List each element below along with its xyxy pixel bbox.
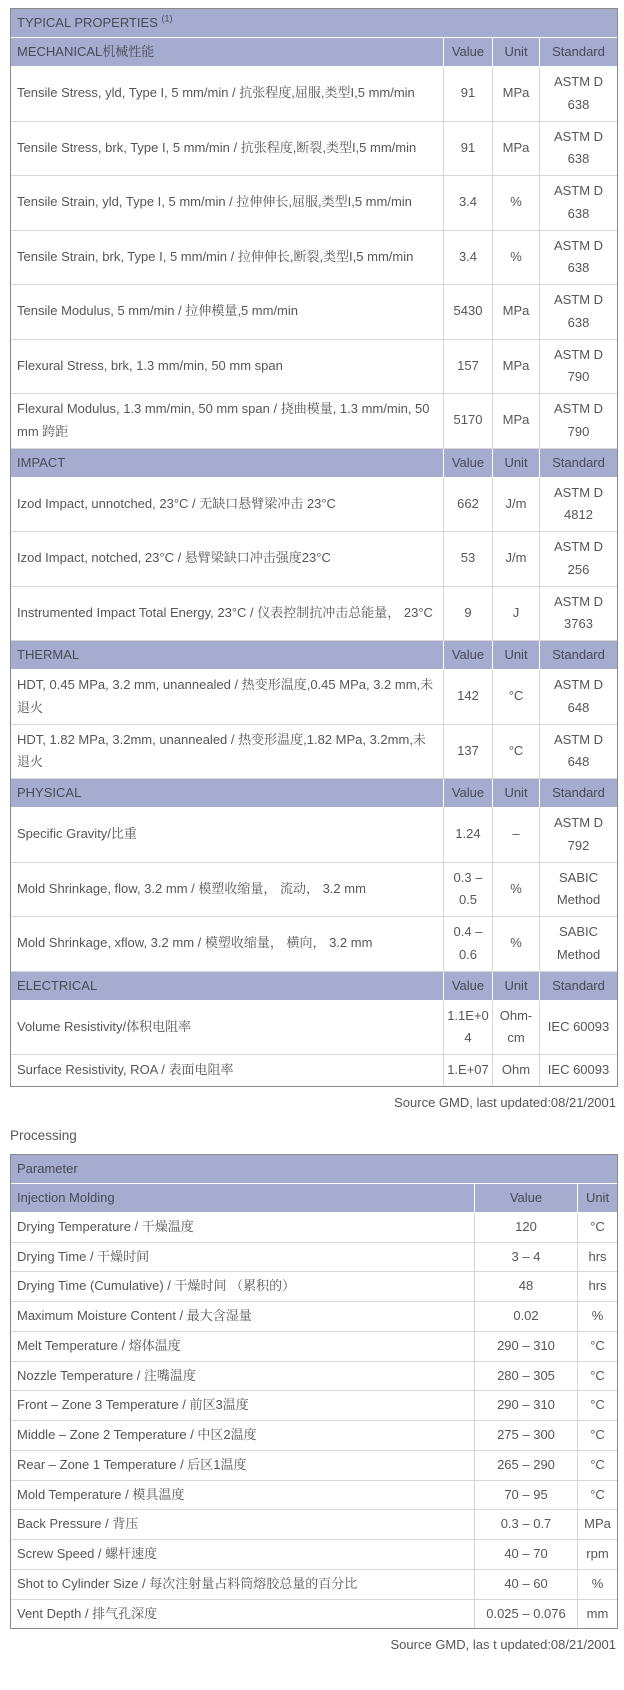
parameter-name-cell: Middle – Zone 2 Temperature / 中区2温度 (11, 1421, 475, 1451)
source-note-top: Source GMD, last updated:08/21/2001 (394, 1094, 616, 1110)
unit-cell: °C (578, 1213, 617, 1243)
property-name-cell: Specific Gravity/比重 (11, 808, 444, 863)
property-row (11, 670, 617, 725)
parameter-row (11, 1213, 617, 1243)
column-header-standard: Standard (540, 972, 617, 1001)
standard-cell: ASTM D 792 (540, 808, 617, 863)
unit-cell: MPa (493, 122, 540, 177)
column-header-value: Value (444, 779, 493, 808)
property-row (11, 725, 617, 780)
unit-cell: hrs (578, 1243, 617, 1273)
property-row (11, 478, 617, 533)
unit-cell: °C (578, 1391, 617, 1421)
property-row (11, 1055, 617, 1086)
property-name-cell: Flexural Stress, brk, 1.3 mm/min, 50 mm span (11, 340, 444, 395)
parameter-name-cell: Rear – Zone 1 Temperature / 后区1温度 (11, 1451, 475, 1481)
parameter-name-cell: Melt Temperature / 熔体温度 (11, 1332, 475, 1362)
section-header-row (11, 641, 617, 670)
standard-cell: SABIC Method (540, 917, 617, 972)
source-note-bottom: Source GMD, las t updated:08/21/2001 (390, 1637, 616, 1653)
value-cell: 5170 (444, 394, 493, 449)
unit-cell: Ohm (493, 1055, 540, 1086)
parameter-row (11, 1332, 617, 1362)
unit-cell: °C (578, 1362, 617, 1392)
parameter-name-cell: Nozzle Temperature / 注嘴温度 (11, 1362, 475, 1392)
unit-cell: °C (578, 1421, 617, 1451)
value-cell: 53 (444, 532, 493, 587)
standard-cell: ASTM D 648 (540, 725, 617, 780)
parameter-row (11, 1481, 617, 1511)
property-row (11, 394, 617, 449)
property-name-cell: Tensile Stress, yld, Type I, 5 mm/min / 抗张程度,屈服,类型I,5 mm/min (11, 67, 444, 122)
property-name-cell: Tensile Strain, brk, Type I, 5 mm/min / 拉伸伸长,断裂,类型I,5 mm/min (11, 231, 444, 286)
property-row (11, 67, 617, 122)
property-row (11, 285, 617, 340)
standard-cell: ASTM D 638 (540, 285, 617, 340)
unit-cell: °C (493, 670, 540, 725)
typical-properties-table (10, 8, 618, 1087)
section-name: IMPACT (11, 449, 444, 478)
value-cell: 280 – 305 (475, 1362, 578, 1392)
standard-cell: ASTM D 3763 (540, 587, 617, 642)
value-cell: 70 – 95 (475, 1481, 578, 1511)
injection-molding-label: Injection Molding (11, 1184, 475, 1213)
processing-table-title: Parameter (11, 1155, 617, 1184)
value-cell: 290 – 310 (475, 1332, 578, 1362)
parameter-name-cell: Drying Time (Cumulative) / 干燥时间 （累积的） (11, 1272, 475, 1302)
parameter-row (11, 1391, 617, 1421)
property-name-cell: Tensile Stress, brk, Type I, 5 mm/min / 抗张程度,断裂,类型I,5 mm/min (11, 122, 444, 177)
parameter-row (11, 1510, 617, 1540)
value-cell: 40 – 70 (475, 1540, 578, 1570)
unit-column-header: Unit (578, 1184, 617, 1213)
standard-cell: ASTM D 638 (540, 122, 617, 177)
column-header-value: Value (444, 972, 493, 1001)
standard-cell: ASTM D 638 (540, 231, 617, 286)
unit-cell: – (493, 808, 540, 863)
unit-cell: °C (578, 1481, 617, 1511)
processing-table (10, 1154, 618, 1630)
standard-cell: SABIC Method (540, 863, 617, 918)
unit-cell: MPa (493, 394, 540, 449)
unit-cell: °C (578, 1332, 617, 1362)
value-cell: 1.24 (444, 808, 493, 863)
parameter-name-cell: Mold Temperature / 模具温度 (11, 1481, 475, 1511)
property-name-cell: Mold Shrinkage, flow, 3.2 mm / 模塑收缩量， 流动， 3.2 mm (11, 863, 444, 918)
standard-cell: ASTM D 648 (540, 670, 617, 725)
parameter-name-cell: Shot to Cylinder Size / 每次注射量占料筒熔胶总量的百分比 (11, 1570, 475, 1600)
property-name-cell: Izod Impact, unnotched, 23°C / 无缺口悬臂梁冲击 23°C (11, 478, 444, 533)
value-cell: 91 (444, 122, 493, 177)
property-row (11, 231, 617, 286)
parameter-row (11, 1362, 617, 1392)
value-cell: 1.1E+04 (444, 1001, 493, 1056)
processing-subheader-row (11, 1184, 617, 1213)
unit-cell: rpm (578, 1540, 617, 1570)
property-name-cell: Tensile Modulus, 5 mm/min / 拉伸模量,5 mm/min (11, 285, 444, 340)
standard-cell: ASTM D 4812 (540, 478, 617, 533)
unit-cell: mm (586, 1605, 609, 1621)
parameter-name-cell: Drying Temperature / 干燥温度 (11, 1213, 475, 1243)
unit-cell: °C (578, 1451, 617, 1481)
property-name-cell: Tensile Strain, yld, Type I, 5 mm/min / 拉伸伸长,屈服,类型I,5 mm/min (11, 176, 444, 231)
standard-cell: ASTM D 790 (540, 394, 617, 449)
property-name-cell: HDT, 1.82 MPa, 3.2mm, unannealed / 热变形温度,1.82 MPa, 3.2mm,未退火 (11, 725, 444, 780)
parameter-name-cell: Front – Zone 3 Temperature / 前区3温度 (11, 1391, 475, 1421)
unit-cell: MPa (493, 67, 540, 122)
property-name-cell: Instrumented Impact Total Energy, 23°C / 仪表控制抗冲击总能量， 23°C (11, 587, 444, 642)
property-name-cell: Flexural Modulus, 1.3 mm/min, 50 mm span / 挠曲模量, 1.3 mm/min, 50 mm 跨距 (11, 394, 444, 449)
section-name: ELECTRICAL (11, 972, 444, 1001)
value-cell: 0.025 – 0.076 (475, 1600, 578, 1629)
column-header-unit: Unit (493, 641, 540, 670)
column-header-standard: Standard (540, 779, 617, 808)
standard-cell: ASTM D 256 (540, 532, 617, 587)
value-cell: 9 (444, 587, 493, 642)
value-cell: 157 (444, 340, 493, 395)
property-row (11, 863, 617, 918)
column-header-standard: Standard (540, 641, 617, 670)
unit-cell: % (493, 863, 540, 918)
unit-cell: hrs (578, 1272, 617, 1302)
unit-cell: MPa (493, 340, 540, 395)
parameter-row (11, 1243, 617, 1273)
value-cell: 275 – 300 (475, 1421, 578, 1451)
standard-cell: ASTM D 638 (540, 176, 617, 231)
value-cell: 0.3 – 0.7 (475, 1510, 578, 1540)
value-cell: 265 – 290 (475, 1451, 578, 1481)
section-header-row (11, 38, 617, 67)
unit-cell: J (493, 587, 540, 642)
table-title (11, 9, 617, 38)
column-header-unit: Unit (493, 972, 540, 1001)
property-row (11, 340, 617, 395)
property-row (11, 176, 617, 231)
value-cell: 40 – 60 (475, 1570, 578, 1600)
section-header-row (11, 779, 617, 808)
unit-cell: Ohm-cm (493, 1001, 540, 1056)
value-cell: 290 – 310 (475, 1391, 578, 1421)
parameter-name-cell: Drying Time / 干燥时间 (11, 1243, 475, 1273)
parameter-name-cell: Back Pressure / 背压 (11, 1510, 475, 1540)
value-cell: 91 (444, 67, 493, 122)
parameter-row (11, 1570, 617, 1600)
column-header-value: Value (444, 641, 493, 670)
parameter-row (11, 1451, 617, 1481)
unit-cell: J/m (493, 478, 540, 533)
property-name-cell: Surface Resistivity, ROA / 表面电阻率 (11, 1055, 444, 1086)
value-cell: 3.4 (444, 176, 493, 231)
table-title-row (11, 9, 617, 38)
parameter-row (11, 1600, 617, 1629)
parameter-row (11, 1540, 617, 1570)
value-column-header: Value (475, 1184, 578, 1213)
unit-cell: % (493, 231, 540, 286)
property-row (11, 1001, 617, 1056)
section-header-row (11, 449, 617, 478)
unit-cell: °C (493, 725, 540, 780)
value-cell: 0.02 (475, 1302, 578, 1332)
value-cell: 120 (475, 1213, 578, 1243)
parameter-row (11, 1272, 617, 1302)
column-header-value: Value (444, 38, 493, 67)
property-name-cell: Izod Impact, notched, 23°C / 悬臂梁缺口冲击强度23°C (11, 532, 444, 587)
standard-cell: ASTM D 638 (540, 67, 617, 122)
property-row (11, 587, 617, 642)
section-name: THERMAL (11, 641, 444, 670)
value-cell: 1.E+07 (444, 1055, 493, 1086)
section-header-row (11, 972, 617, 1001)
processing-title-row (11, 1155, 617, 1184)
property-name-cell: Volume Resistivity/体积电阻率 (11, 1001, 444, 1056)
value-cell: 0.4 – 0.6 (444, 917, 493, 972)
standard-cell: IEC 60093 (547, 1062, 610, 1077)
unit-cell: J/m (493, 532, 540, 587)
section-name: PHYSICAL (11, 779, 444, 808)
value-cell: 3 – 4 (475, 1243, 578, 1273)
column-header-unit: Unit (493, 779, 540, 808)
standard-cell: ASTM D 790 (540, 340, 617, 395)
column-header-unit: Unit (493, 449, 540, 478)
value-cell: 3.4 (444, 231, 493, 286)
property-row (11, 532, 617, 587)
unit-cell: MPa (493, 285, 540, 340)
unit-cell: % (578, 1570, 617, 1600)
parameter-row (11, 1302, 617, 1332)
value-cell: 0.3 – 0.5 (444, 863, 493, 918)
unit-cell: % (578, 1302, 617, 1332)
unit-cell: % (493, 176, 540, 231)
parameter-name-cell: Screw Speed / 螺杆速度 (11, 1540, 475, 1570)
property-name-cell: Mold Shrinkage, xflow, 3.2 mm / 模塑收缩量， 横向， 3.2 mm (11, 917, 444, 972)
value-cell: 48 (475, 1272, 578, 1302)
property-row (11, 122, 617, 177)
unit-cell: MPa (578, 1510, 617, 1540)
column-header-value: Value (444, 449, 493, 478)
parameter-name-cell: Vent Depth / 排气孔深度 (11, 1600, 475, 1629)
value-cell: 142 (444, 670, 493, 725)
value-cell: 5430 (444, 285, 493, 340)
unit-cell: % (493, 917, 540, 972)
processing-heading: Processing (10, 1127, 77, 1143)
property-row (11, 808, 617, 863)
parameter-row (11, 1421, 617, 1451)
value-cell: 137 (444, 725, 493, 780)
column-header-standard: Standard (540, 38, 617, 67)
property-name-cell: HDT, 0.45 MPa, 3.2 mm, unannealed / 热变形温度,0.45 MPa, 3.2 mm,未退火 (11, 670, 444, 725)
section-name: MECHANICAL机械性能 (11, 38, 444, 67)
column-header-standard: Standard (540, 449, 617, 478)
standard-cell: IEC 60093 (540, 1001, 617, 1056)
value-cell: 662 (444, 478, 493, 533)
column-header-unit: Unit (493, 38, 540, 67)
parameter-name-cell: Maximum Moisture Content / 最大含湿量 (11, 1302, 475, 1332)
table-title-text: TYPICAL PROPERTIES (17, 15, 158, 30)
table-title-footnote-marker: (1) (161, 13, 173, 24)
property-row (11, 917, 617, 972)
